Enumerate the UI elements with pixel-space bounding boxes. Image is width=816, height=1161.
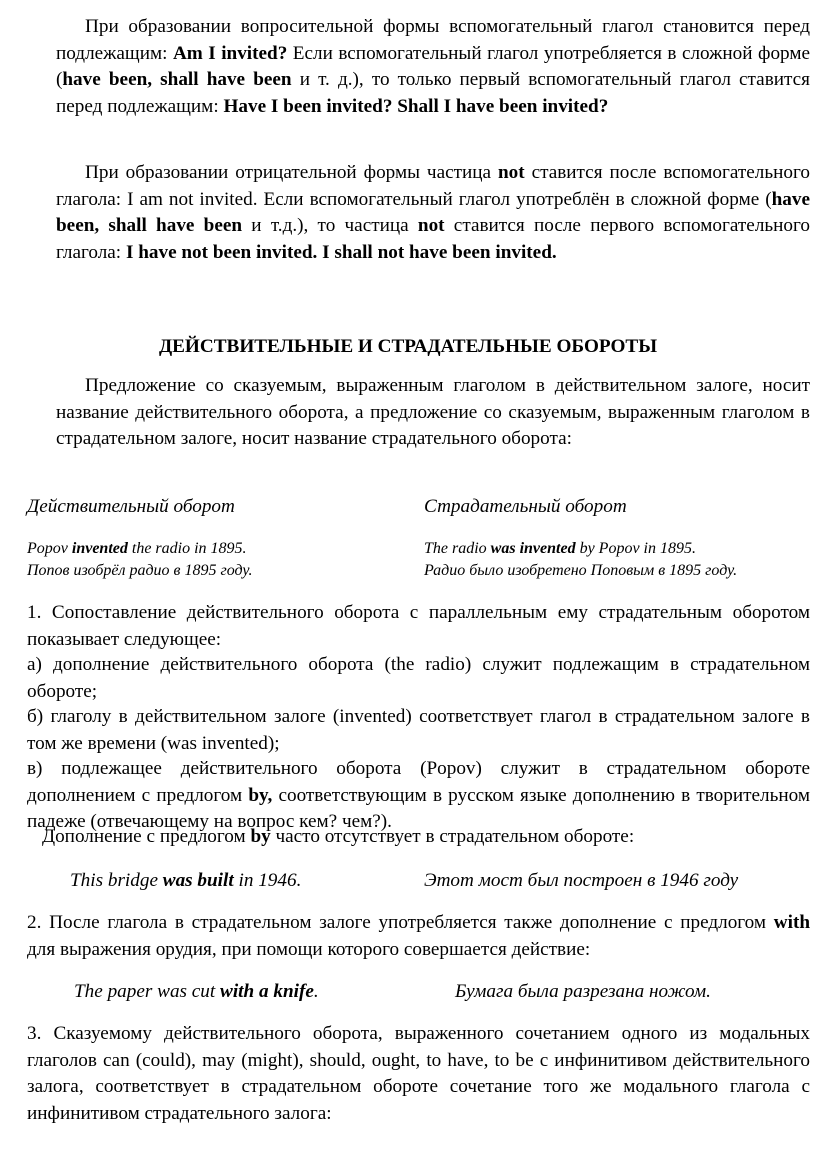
point-1-v: в) подлежащее действительного оборота (Popov) служит в страдательном обороте дополнением с предлогом by, соответствующим в русском языке дополнению в творительном падеже (отвечающему на вопрос кем? чем?).: [27, 758, 810, 832]
paragraph-negative: При образовании отрицательной формы частица not ставится после вспомогательного глагола: I am not invited. Если вспомогательный глагол употреблён в сложной форме (have been, shall have been и т.д.), то частица not ставится после первого вспомогательного глагола: I have not been invited. I shall not have been invited.: [56, 162, 810, 263]
active-example-ru: Попов изобрёл радио в 1895 году.: [27, 562, 253, 579]
passive-voice-title: Страдательный оборот: [424, 496, 627, 517]
example-1-en: This bridge was built in 1946.: [70, 870, 302, 891]
paragraph-interrogative: При образовании вопросительной формы вспомогательный глагол становится перед подлежащим: Am I invited? Если вспомогательный глагол употребляется в сложной форме (have been, shall have been и т. д.), то только первый вспомогательный глагол ставится перед подлежащим: Have I been invited? Shall I have been invited?: [56, 16, 811, 117]
example-2-ru: Бумага была разрезана ножом.: [455, 981, 711, 1002]
example-2-en: The paper was cut with a knife.: [74, 981, 319, 1002]
passive-example-en: The radio was invented by Popov in 1895.: [424, 540, 696, 557]
example-1-ru: Этот мост был построен в 1946 году: [424, 870, 739, 891]
active-voice-title: Действительный оборот: [27, 496, 235, 517]
point-1-b: б) глаголу в действительном залоге (invented) соответствует глагол в страдательном залоге в том же времени (was invented);: [27, 706, 810, 754]
paragraph-definition: Предложение со сказуемым, выраженным глаголом в действительном залоге, носит название действительного оборота, а предложение со сказуемым, выраженным глаголом в страдательном залоге, носит название страдательного оборота:: [56, 375, 810, 449]
point-1-intro: 1. Сопоставление действительного оборота с параллельным ему страдательным оборотом показывает следующее:: [27, 602, 810, 650]
point-1-note: Дополнение с предлогом by часто отсутствует в страдательном обороте:: [42, 826, 635, 847]
active-example-en: Popov invented the radio in 1895.: [27, 540, 247, 557]
passive-example-ru: Радио было изобретено Поповым в 1895 году.: [424, 562, 738, 579]
point-3: 3. Сказуемому действительного оборота, выраженного сочетанием одного из модальных глаголов can (could), may (might), should, ought, to have, to be с инфинитивом действительного залога, соответствует в страдательном обороте сочетание того же модального глагола с инфинитивом страдательного залога:: [27, 1023, 810, 1124]
point-2: 2. После глагола в страдательном залоге употребляется также дополнение с предлогом with для выражения орудия, при помощи которого совершается действие:: [27, 912, 810, 960]
point-1-a: а) дополнение действительного оборота (the radio) служит подлежащим в страдательном обороте;: [27, 654, 810, 702]
section-heading: ДЕЙСТВИТЕЛЬНЫЕ И СТРАДАТЕЛЬНЫЕ ОБОРОТЫ: [158, 336, 658, 357]
